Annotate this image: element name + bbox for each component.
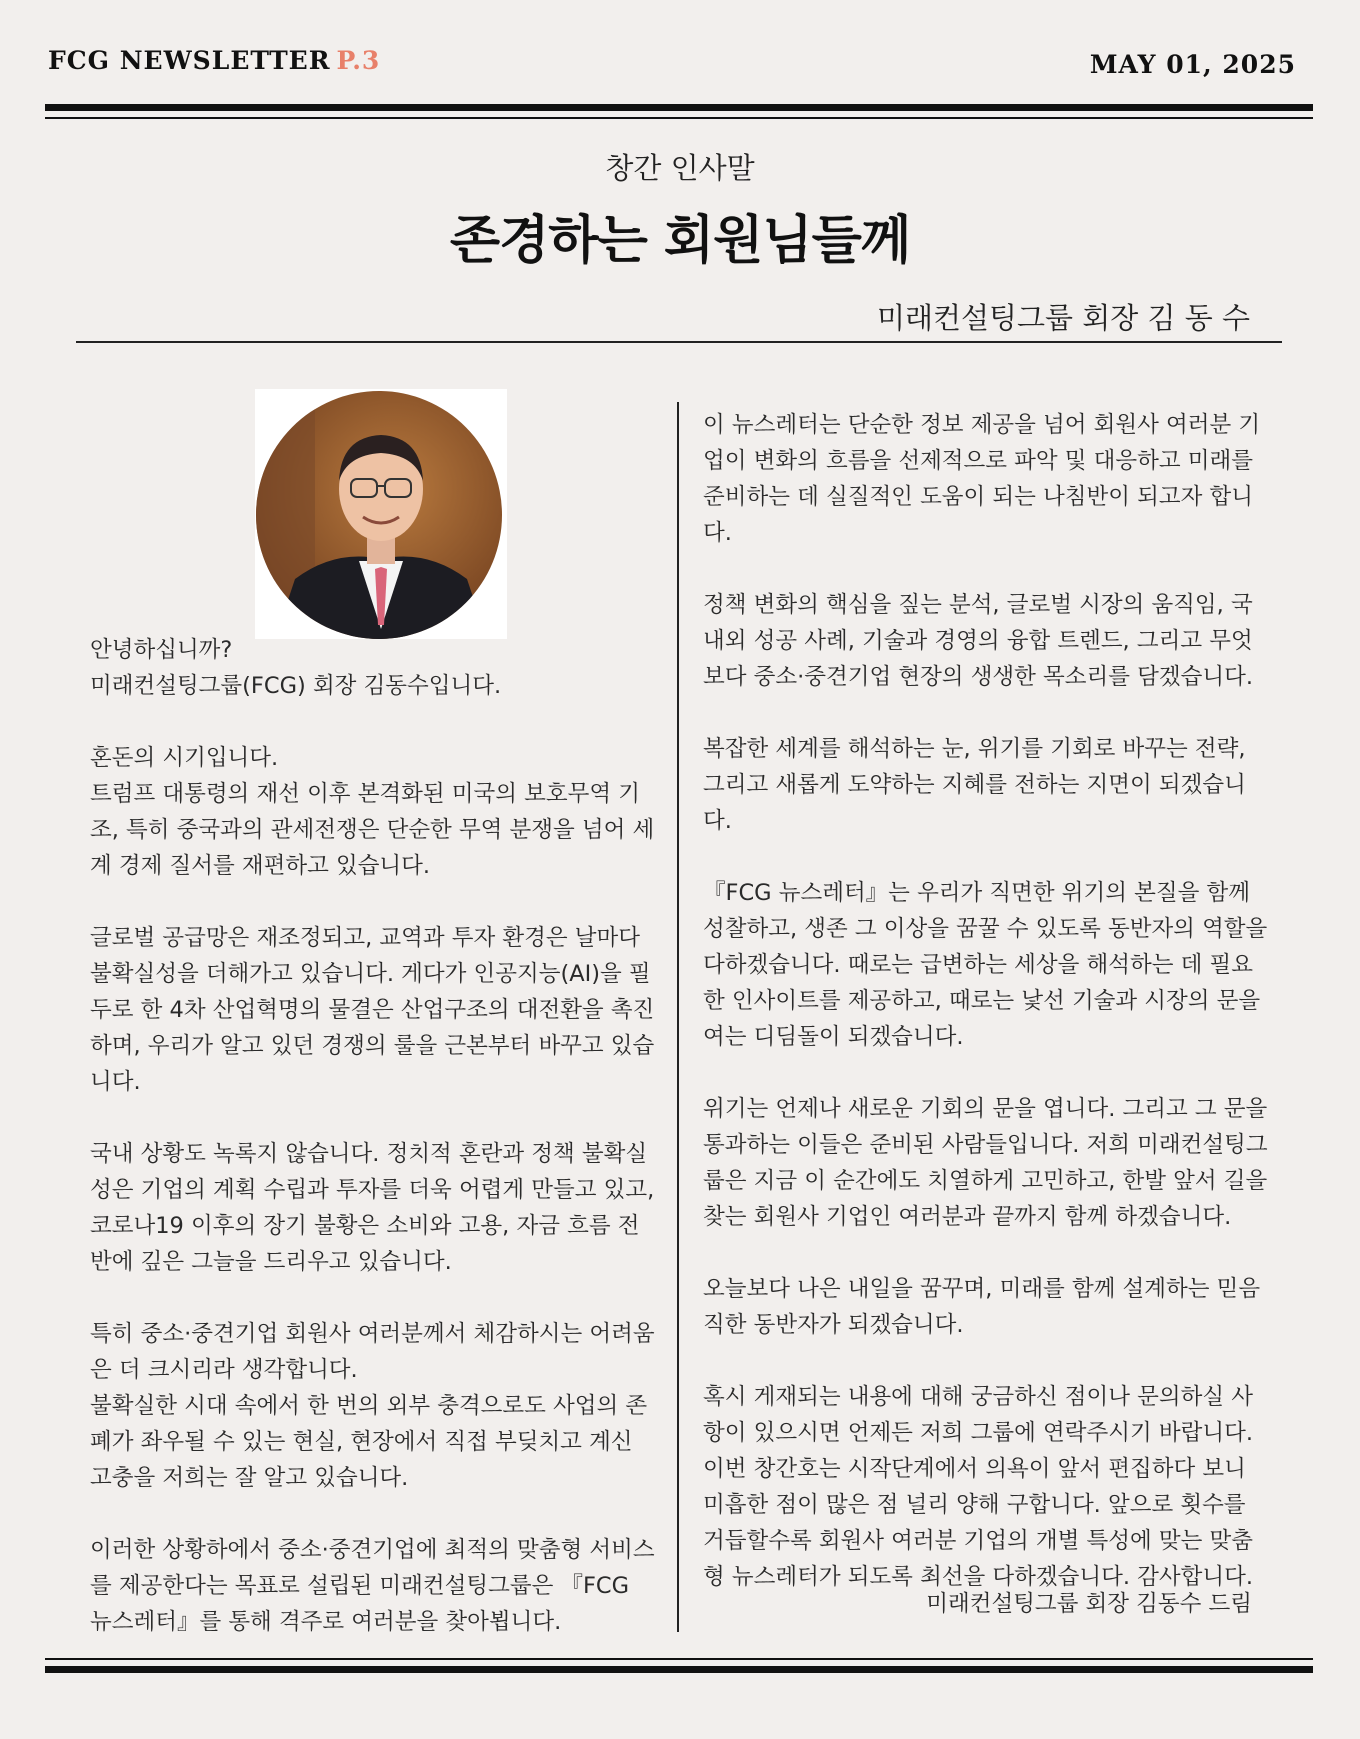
article-paragraph [703, 1379, 1268, 1595]
article-headline: 존경하는 회원님들께 [449, 211, 911, 271]
portrait-photo [255, 389, 507, 639]
article-paragraph [90, 920, 655, 1100]
article-paragraph [703, 1091, 1268, 1235]
paragraph-line: 정책 변화의 핵심을 짚는 분석, 글로벌 시장의 움직임, 국내외 성공 사례, 기술과 경영의 융합 트렌드, 그리고 무엇보다 중소·중견기업 현장의 생생한 목소리를 담겠습니다. [703, 592, 1253, 690]
article-byline: 미래컨설팅그룹 회장 김 동 수 [876, 301, 1250, 335]
byline-rule [76, 341, 1282, 343]
article-paragraph [703, 407, 1268, 551]
paragraph-line: 글로벌 공급망은 재조정되고, 교역과 투자 환경은 날마다 불확실성을 더해가고 있습니다. 게다가 인공지능(AI)을 필두로 한 4차 산업혁명의 물결은 산업구조의 대전환을 촉진하며, 우리가 알고 있던 경쟁의 룰을 근본부터 바꾸고 있습니다. [90, 925, 655, 1095]
paragraph-line: 특히 중소·중견기업 회원사 여러분께서 체감하시는 어려움은 더 크시리라 생각합니다. [90, 1321, 655, 1383]
paragraph-line: 국내 상황도 녹록지 않습니다. 정치적 혼란과 정책 불확실성은 기업의 계획 수립과 투자를 더욱 어렵게 만들고 있고, 코로나19 이후의 장기 불황은 소비와 고용, 자금 흐름 전반에 깊은 그늘을 드리우고 있습니다. [90, 1141, 655, 1275]
article-paragraph [90, 740, 655, 884]
article-paragraph [703, 1271, 1268, 1343]
top-rule-thick [45, 104, 1313, 111]
paragraph-line: 안녕하십니까? [90, 637, 233, 663]
top-rule-thin [45, 117, 1313, 119]
article-column-left [90, 632, 655, 1640]
article-column-right [703, 407, 1268, 1595]
paragraph-line: 이 뉴스레터는 단순한 정보 제공을 넘어 회원사 여러분 기업이 변화의 흐름을 선제적으로 파악 및 대응하고 미래를 준비하는 데 실질적인 도움이 되는 나침반이 되고자 합니다. [703, 412, 1261, 546]
paragraph-line: 복잡한 세계를 해석하는 눈, 위기를 기회로 바꾸는 전략, 그리고 새롭게 도약하는 지혜를 전하는 지면이 되겠습니다. [703, 736, 1246, 834]
article-paragraph [703, 731, 1268, 839]
article-paragraph [90, 1532, 655, 1640]
paragraph-line: 불확실한 시대 속에서 한 번의 외부 충격으로도 사업의 존폐가 좌우될 수 있는 현실, 현장에서 직접 부딪치고 계신 고충을 저희는 잘 알고 있습니다. [90, 1393, 648, 1491]
masthead-name [48, 46, 380, 75]
paragraph-line: 트럼프 대통령의 재선 이후 본격화된 미국의 보호무역 기조, 특히 중국과의 관세전쟁은 단순한 무역 분쟁을 넘어 세계 경제 질서를 재편하고 있습니다. [90, 781, 655, 879]
bottom-rule-thick [45, 1666, 1313, 1673]
issue-date: MAY 01, 2025 [1089, 50, 1296, 79]
paragraph-line: 이번 창간호는 시작단계에서 의욕이 앞서 편집하다 보니 미흡한 점이 많은 점 널리 양해 구합니다. 앞으로 횟수를 거듭할수록 회원사 여러분 기업의 개별 특성에 맞는 맞춤형 뉴스레터가 되도록 최선을 다하겠습니다. 감사합니다. [703, 1456, 1253, 1590]
paragraph-line: 오늘보다 나은 내일을 꿈꾸며, 미래를 함께 설계하는 믿음직한 동반자가 되겠습니다. [703, 1276, 1261, 1338]
paragraph-line: 혹시 게재되는 내용에 대해 궁금하신 점이나 문의하실 사항이 있으시면 언제든 저희 그룹에 연락주시기 바랍니다. [703, 1384, 1253, 1446]
article-paragraph [90, 1316, 655, 1496]
signature: 미래컨설팅그룹 회장 김동수 드림 [926, 1591, 1252, 1617]
paragraph-line: 『FCG 뉴스레터』는 우리가 직면한 위기의 본질을 함께 성찰하고, 생존 그 이상을 꿈꿀 수 있도록 동반자의 역할을 다하겠습니다. 때로는 급변하는 세상을 해석하는 데 필요한 인사이트를 제공하고, 때로는 낯선 기술과 시장의 문을 여는 디딤돌이 되겠습니다. [703, 880, 1268, 1050]
bottom-rule-thin [45, 1658, 1313, 1660]
article-paragraph [90, 632, 655, 704]
column-divider [677, 402, 679, 1632]
article-paragraph [703, 587, 1268, 695]
article-paragraph [90, 1136, 655, 1280]
newsletter-title: FCG NEWSLETTER [48, 46, 331, 75]
paragraph-line: 이러한 상황하에서 중소·중견기업에 최적의 맞춤형 서비스를 제공한다는 목표로 설립된 미래컨설팅그룹은 『FCG 뉴스레터』를 통해 격주로 여러분을 찾아뵙니다. [90, 1537, 655, 1635]
page-number: P.3 [336, 46, 381, 75]
paragraph-line: 혼돈의 시기입니다. [90, 745, 279, 771]
article-paragraph [703, 875, 1268, 1055]
paragraph-line: 미래컨설팅그룹(FCG) 회장 김동수입니다. [90, 673, 502, 699]
article-kicker: 창간 인사말 [605, 151, 755, 185]
paragraph-line: 위기는 언제나 새로운 기회의 문을 엽니다. 그리고 그 문을 통과하는 이들은 준비된 사람들입니다. 저희 미래컨설팅그룹은 지금 이 순간에도 치열하게 고민하고, 한발 앞서 길을 찾는 회원사 기업인 여러분과 끝까지 함께 하겠습니다. [703, 1096, 1268, 1230]
